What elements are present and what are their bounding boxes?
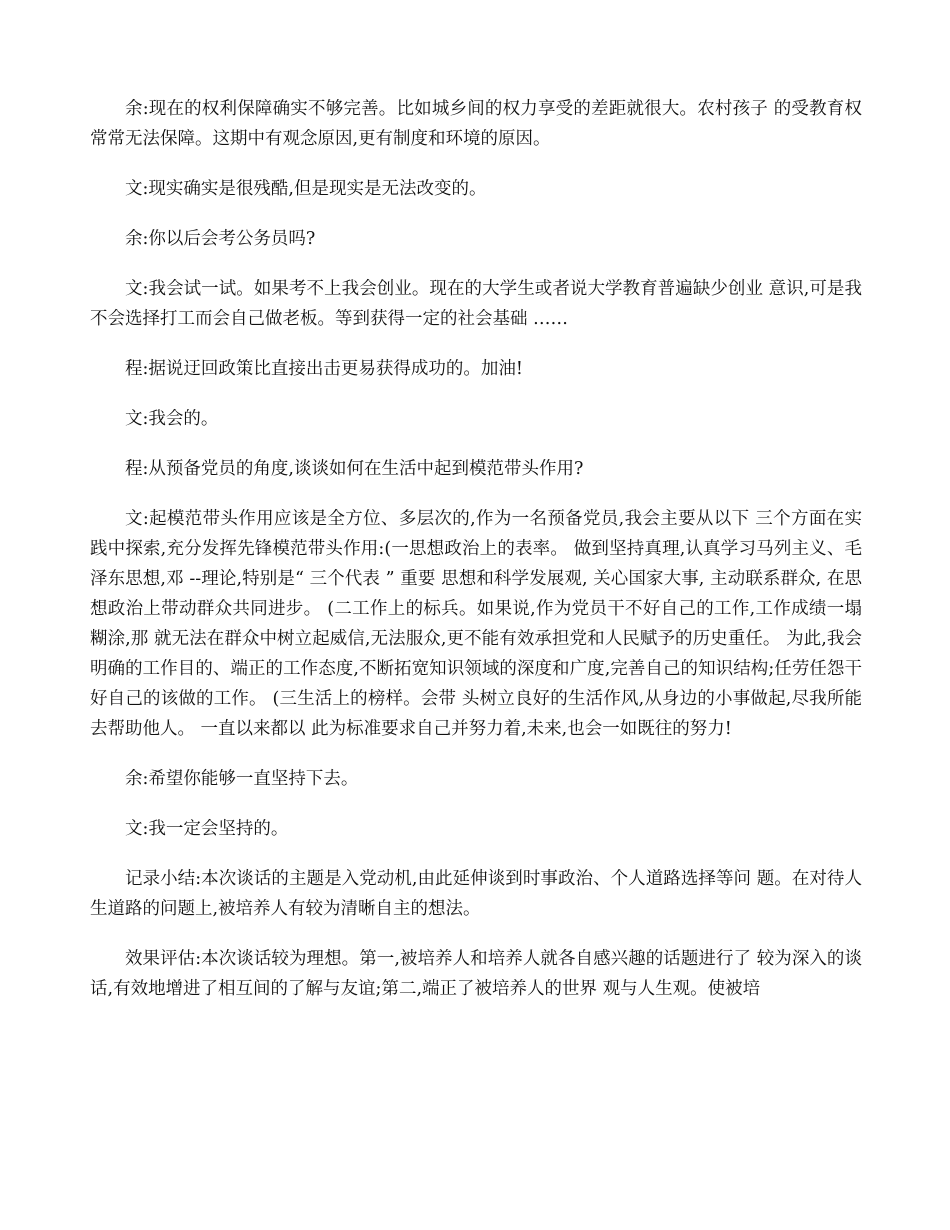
paragraph-wen-role-model: 文:起模范带头作用应该是全方位、多层次的,作为一名预备党员,我会主要从以下 三个方面在实践中探索,充分发挥先锋模范带头作用:(一思想政治上的表率。 做到坚持真理,认真学习马列主义、毛泽东思想,邓 --理论,特别是“ 三个代表 ” 重要 思想和科学发展观, 关心国家大事, 主动联系群众, 在思想政治上带动群众共同进步。 (二工作上的标兵。如果说,作为党员干不好自己的工作,工作成绩一塌糊涂,那 就无法在群众中树立起威信,无法服众,更不能有效承担党和人民赋予的历史重任。 为此,我会明确的工作目的、端正的工作态度,不断拓宽知识领域的深度和广度,完善自己的知识结构;任劳任怨干好自己的该做的工作。 (三生活上的榜样。会带 头树立良好的生活作风,从身边的小事做起,尽我所能去帮助他人。 一直以来都以 此为标准要求自己并努力着,未来,也会一如既往的努力! [90, 509, 862, 739]
paragraph-yu-rights: 余:现在的权利保障确实不够完善。比如城乡间的权力享受的差距就很大。农村孩子 的受教育权常常无法保障。这期中有观念原因,更有制度和环境的原因。 [90, 99, 862, 149]
paragraph-wen-reality: 文:现实确实是很残酷,但是现实是无法改变的。 [125, 179, 487, 199]
paragraph-cheng-encourage: 程:据说迂回政策比直接出击更易获得成功的。加油! [125, 359, 523, 379]
paragraph-wen-persist: 文:我一定会坚持的。 [125, 819, 289, 839]
paragraph-yu-hope: 余:希望你能够一直坚持下去。 [125, 769, 359, 789]
paragraph-effect-evaluation: 效果评估:本次谈话较为理想。第一,被培养人和培养人就各自感兴趣的话题进行了 较为深入的谈话,有效地增进了相互间的了解与友谊;第二,端正了被培养人的世界 观与人生观。使被培 [90, 949, 862, 999]
paragraph-wen-entrepreneurship: 文:我会试一试。如果考不上我会创业。现在的大学生或者说大学教育普遍缺少创业 意识,可是我不会选择打工而会自己做老板。等到获得一定的社会基础 …… [90, 279, 862, 329]
document-page [90, 94, 862, 1024]
paragraph-cheng-question: 程:从预备党员的角度,谈谈如何在生活中起到模范带头作用? [125, 459, 584, 479]
paragraph-yu-civil-service: 余:你以后会考公务员吗? [125, 229, 316, 249]
paragraph-record-summary: 记录小结:本次谈话的主题是入党动机,由此延伸谈到时事政治、个人道路选择等问 题。在对待人生道路的问题上,被培养人有较为清晰自主的想法。 [90, 869, 862, 919]
paragraph-wen-will-do: 文:我会的。 [125, 409, 219, 429]
